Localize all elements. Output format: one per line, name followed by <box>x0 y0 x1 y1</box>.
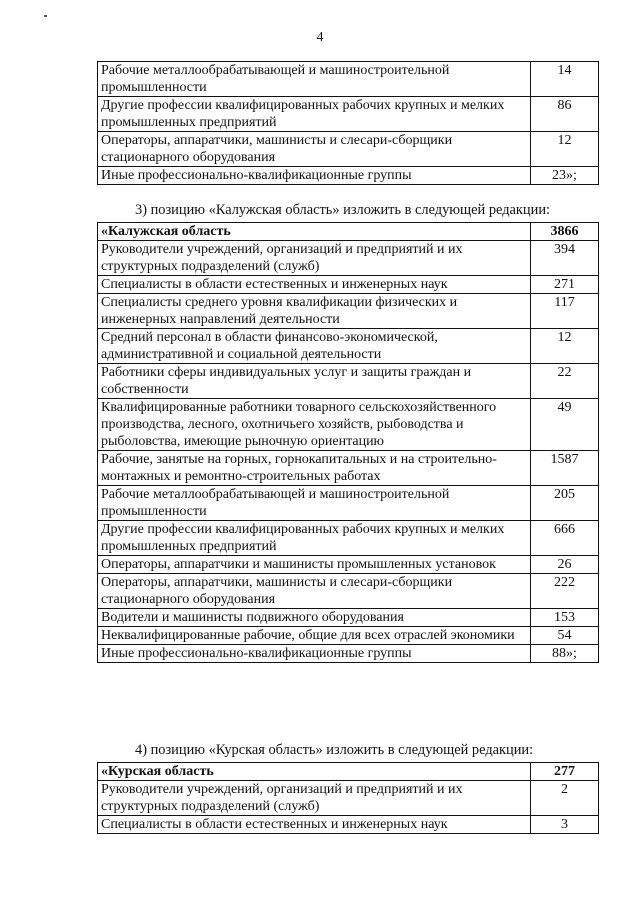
row-count: 117 <box>531 294 599 329</box>
row-name: Иные профессионально-квалификационные группы <box>98 645 531 663</box>
table-row <box>98 329 599 364</box>
table-row <box>98 241 599 276</box>
row-name: Рабочие, занятые на горных, горнокапитальных и на строительно-монтажных и ремонтно-строительных работах <box>98 451 531 486</box>
row-count: 153 <box>531 609 599 627</box>
row-count: 394 <box>531 241 599 276</box>
row-count: 1587 <box>531 451 599 486</box>
table-row <box>98 451 599 486</box>
row-name: Специалисты среднего уровня квалификации физических и инженерных направлений деятельности <box>98 294 531 329</box>
row-count: 271 <box>531 276 599 294</box>
section-3-heading: 3) позицию «Калужская область» изложить в следующей редакции: <box>135 202 551 218</box>
row-count: 22 <box>531 364 599 399</box>
table-row <box>98 781 599 816</box>
row-count: 2 <box>531 781 599 816</box>
row-name: Рабочие металлообрабатывающей и машиностроительной промышленности <box>98 486 531 521</box>
row-count: 14 <box>531 62 599 97</box>
table-row <box>98 627 599 645</box>
row-name: Руководители учреждений, организаций и предприятий и их структурных подразделений (служб) <box>98 781 531 816</box>
table-row <box>98 645 599 663</box>
row-name: Водители и машинисты подвижного оборудования <box>98 609 531 627</box>
table-row <box>98 816 599 834</box>
row-name: Рабочие металлообрабатывающей и машиностроительной промышленности <box>98 62 531 97</box>
row-count: 666 <box>531 521 599 556</box>
section-4-heading: 4) позицию «Курская область» изложить в следующей редакции: <box>135 742 534 758</box>
row-name: Операторы, аппаратчики, машинисты и слесари-сборщики стационарного оборудования <box>98 574 531 609</box>
region-name: «Курская область <box>98 763 531 781</box>
row-name: Специалисты в области естественных и инженерных наук <box>98 816 531 834</box>
row-name: Иные профессионально-квалификационные группы <box>98 167 531 185</box>
table-continued <box>97 61 599 185</box>
row-name: Другие профессии квалифицированных рабочих крупных и мелких промышленных предприятий <box>98 97 531 132</box>
row-count: 12 <box>531 132 599 167</box>
page-number: 4 <box>316 30 324 45</box>
table-row <box>98 62 599 97</box>
row-count: 23»; <box>531 167 599 185</box>
table-header-row <box>98 763 599 781</box>
row-name: Работники сферы индивидуальных услуг и защиты граждан и собственности <box>98 364 531 399</box>
table-row <box>98 609 599 627</box>
scan-artifact-mark <box>44 15 47 17</box>
table-row <box>98 364 599 399</box>
kursk-table <box>97 762 599 834</box>
table-row <box>98 132 599 167</box>
table-row <box>98 167 599 185</box>
row-count: 205 <box>531 486 599 521</box>
kaluga-table <box>97 222 599 663</box>
table-header-row <box>98 223 599 241</box>
row-name: Средний персонал в области финансово-экономической, административной и социальной деятельности <box>98 329 531 364</box>
row-count: 86 <box>531 97 599 132</box>
row-name: Операторы, аппаратчики, машинисты и слесари-сборщики стационарного оборудования <box>98 132 531 167</box>
row-count: 26 <box>531 556 599 574</box>
row-name: Операторы, аппаратчики и машинисты промышленных установок <box>98 556 531 574</box>
table-row <box>98 486 599 521</box>
table-row <box>98 276 599 294</box>
table-row <box>98 521 599 556</box>
table-row <box>98 97 599 132</box>
row-name: Специалисты в области естественных и инженерных наук <box>98 276 531 294</box>
table-row <box>98 294 599 329</box>
row-name: Неквалифицированные рабочие, общие для всех отраслей экономики <box>98 627 531 645</box>
row-count: 3 <box>531 816 599 834</box>
table-row <box>98 574 599 609</box>
row-name: Квалифицированные работники товарного сельскохозяйственного производства, лесного, охотничьего хозяйств, рыбоводства и рыболовства, имеющие рыночную ориентацию <box>98 399 531 451</box>
region-total: 3866 <box>531 223 599 241</box>
row-count: 12 <box>531 329 599 364</box>
row-name: Руководители учреждений, организаций и предприятий и их структурных подразделений (служб) <box>98 241 531 276</box>
row-count: 88»; <box>531 645 599 663</box>
row-count: 54 <box>531 627 599 645</box>
row-name: Другие профессии квалифицированных рабочих крупных и мелких промышленных предприятий <box>98 521 531 556</box>
row-count: 222 <box>531 574 599 609</box>
table-row <box>98 556 599 574</box>
table-row <box>98 399 599 451</box>
row-count: 49 <box>531 399 599 451</box>
region-name: «Калужская область <box>98 223 531 241</box>
region-total: 277 <box>531 763 599 781</box>
